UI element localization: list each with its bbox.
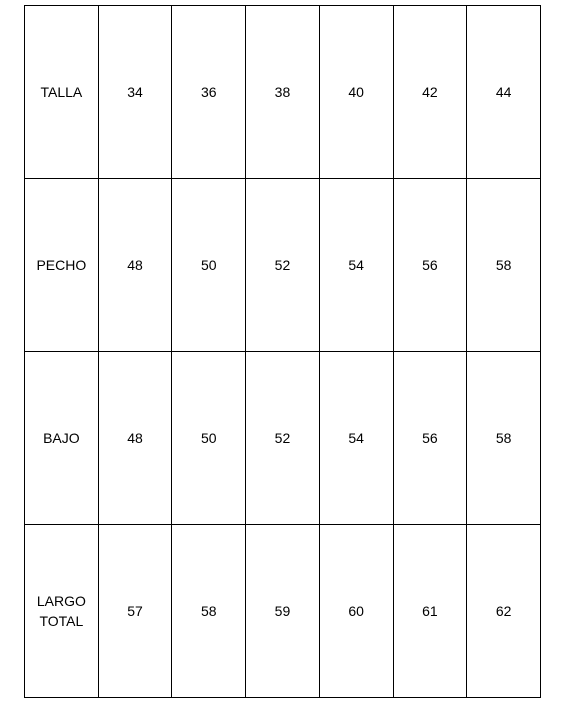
table-cell: 57 [98,525,172,698]
row-header-largo-total: LARGO TOTAL [25,525,99,698]
table-cell: 44 [467,6,541,179]
table-cell: 52 [246,179,320,352]
table-row-bajo [25,352,541,525]
table-row-pecho [25,179,541,352]
table-cell: 59 [246,525,320,698]
table-cell: 60 [319,525,393,698]
table-cell: 58 [467,179,541,352]
table-cell: 36 [172,6,246,179]
row-header-bajo: BAJO [25,352,99,525]
table-cell: 56 [393,352,467,525]
table-cell: 54 [319,352,393,525]
table-cell: 58 [467,352,541,525]
table-cell: 61 [393,525,467,698]
table-cell: 56 [393,179,467,352]
table-cell: 42 [393,6,467,179]
row-header-talla: TALLA [25,6,99,179]
table-cell: 52 [246,352,320,525]
row-header-pecho: PECHO [25,179,99,352]
table-row-largo-total [25,525,541,698]
table-cell: 34 [98,6,172,179]
table-row-talla [25,6,541,179]
table-cell: 40 [319,6,393,179]
table-cell: 62 [467,525,541,698]
size-chart-table [24,5,541,698]
table-cell: 54 [319,179,393,352]
table-cell: 38 [246,6,320,179]
table-cell: 48 [98,352,172,525]
table-cell: 48 [98,179,172,352]
table-cell: 50 [172,352,246,525]
table-cell: 50 [172,179,246,352]
table-cell: 58 [172,525,246,698]
